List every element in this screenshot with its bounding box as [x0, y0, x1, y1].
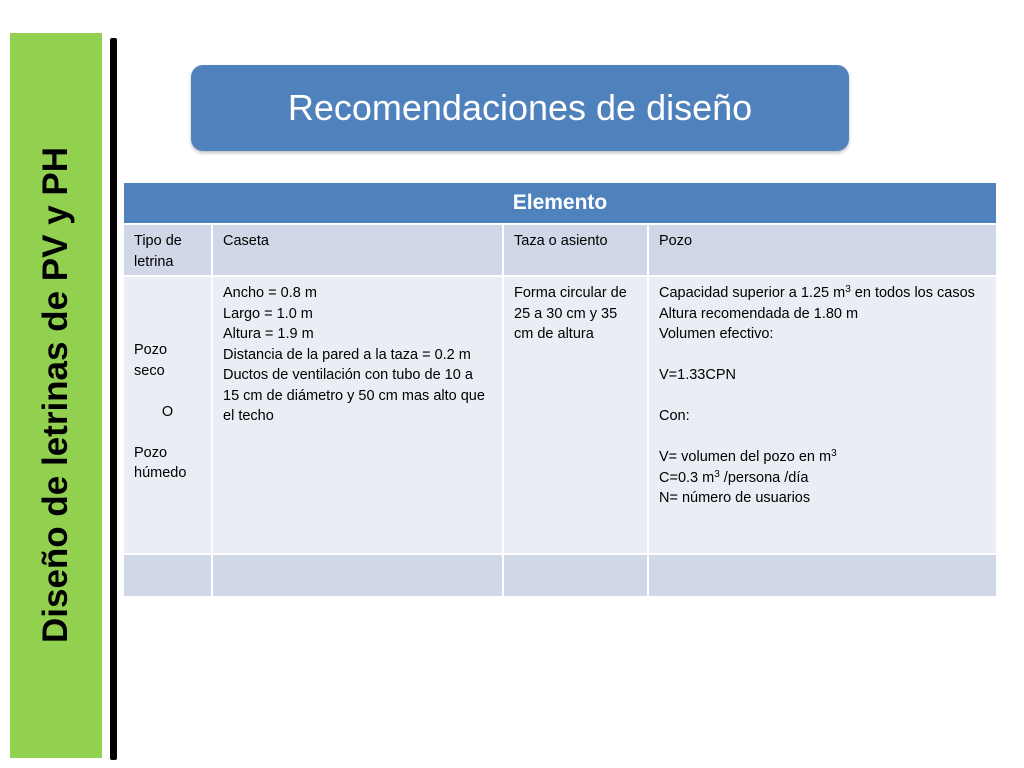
tipo-line-1: Pozo seco: [134, 342, 168, 379]
pozo-n-def: N= número de usuarios: [659, 490, 811, 506]
table-row: [124, 277, 996, 555]
table-column-headers: [124, 225, 996, 277]
pozo-altura: Altura recomendada de 1.80 m: [659, 305, 859, 322]
table-row-empty: [124, 555, 996, 596]
column-header-tipo: Tipo de letrina: [124, 225, 213, 275]
taza-text: Forma circular de 25 a 30 cm y 35 cm de altura: [514, 285, 627, 342]
caseta-line-1: Ancho = 0.8 m: [223, 285, 317, 301]
title-box: [191, 65, 849, 151]
caseta-line-2: Largo = 1.0 m: [223, 305, 313, 322]
design-table: [124, 183, 996, 596]
empty-cell: [649, 555, 996, 596]
tipo-line-2: O: [161, 403, 174, 420]
pozo-con: Con:: [659, 408, 690, 424]
empty-cell: [504, 555, 649, 596]
caseta-line-3: Altura = 1.9 m: [223, 326, 314, 342]
pozo-formula: V=1.33CPN: [659, 367, 736, 383]
page-title: Recomendaciones de diseño: [287, 87, 753, 128]
column-header-pozo: Pozo: [659, 233, 693, 249]
column-header-caseta: Caseta: [213, 225, 504, 275]
pozo-volumen: Volumen efectivo:: [659, 326, 774, 342]
cell-taza: [504, 277, 649, 553]
tipo-line-3: Pozo: [134, 444, 168, 461]
empty-cell: [124, 555, 213, 596]
cell-tipo: [124, 277, 213, 553]
side-title: Diseño de letrinas de PV y PH: [36, 147, 75, 643]
table-header: Elemento: [124, 183, 996, 225]
cell-pozo: [649, 277, 996, 553]
caseta-line-5: Ductos de ventilación con tubo de 10 a 15 cm de diámetro y 50 cm mas alto que el techo: [223, 367, 485, 424]
column-header-taza: Taza o asiento: [504, 225, 649, 275]
pozo-capacidad: Capacidad superior a 1.25 $m^3$ en todos los casos: [659, 284, 975, 301]
cell-caseta: [213, 277, 504, 553]
empty-cell: [213, 555, 504, 596]
pozo-v-def: V= volumen del pozo en $m^3$: [659, 448, 837, 465]
caseta-line-4: Distancia de la pared a la taza = 0.2 m: [223, 346, 471, 363]
tipo-line-4: húmedo: [134, 465, 187, 482]
pozo-c-def: C=0.3 $m^3$ /persona /día: [659, 468, 809, 486]
vertical-divider: [110, 38, 117, 760]
